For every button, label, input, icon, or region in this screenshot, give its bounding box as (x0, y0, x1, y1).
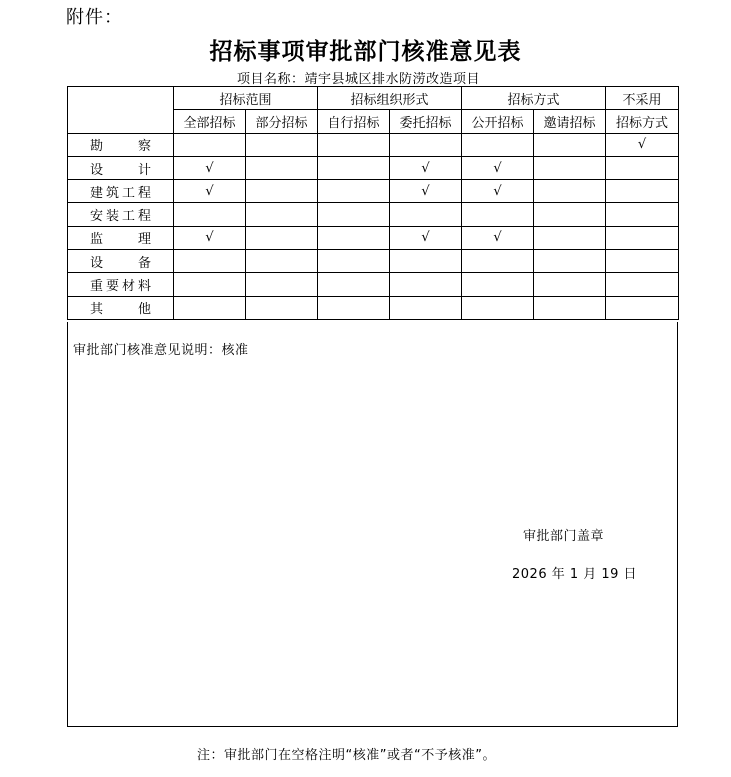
empty-cell (246, 226, 318, 249)
empty-cell (174, 273, 246, 296)
check-mark-cell: √ (174, 156, 246, 179)
table-row (68, 180, 679, 203)
table-row (68, 133, 679, 156)
empty-cell (174, 250, 246, 273)
attachment-label: 附件： (66, 7, 123, 28)
sub-header-cell: 公开招标 (462, 110, 534, 133)
table-row (68, 250, 679, 273)
table-row (68, 226, 679, 249)
empty-cell (174, 203, 246, 226)
empty-cell (318, 296, 390, 319)
footnote: 注：审批部门在空格注明“核准”或者“不予核准”。 (197, 748, 496, 763)
empty-cell (318, 203, 390, 226)
check-mark-cell: √ (606, 133, 679, 156)
table-row (68, 296, 679, 319)
empty-cell (606, 203, 679, 226)
empty-cell (246, 296, 318, 319)
empty-cell (606, 180, 679, 203)
empty-cell (390, 273, 462, 296)
document-title: 招标事项审批部门核准意见表 (209, 38, 522, 65)
table-row (68, 273, 679, 296)
empty-cell (606, 273, 679, 296)
empty-cell (246, 203, 318, 226)
table-row (68, 156, 679, 179)
empty-cell (462, 250, 534, 273)
empty-cell (390, 296, 462, 319)
row-label: 勘察 (68, 133, 174, 156)
empty-cell (534, 226, 606, 249)
empty-cell (246, 250, 318, 273)
row-label: 设备 (68, 250, 174, 273)
approval-date: 2026 年 1 月 19 日 (512, 567, 638, 582)
opinion-text: 审批部门核准意见说明：核准 (73, 343, 249, 358)
empty-cell (174, 296, 246, 319)
sub-header-cell: 委托招标 (390, 110, 462, 133)
row-label: 设计 (68, 156, 174, 179)
empty-cell (534, 203, 606, 226)
empty-cell (606, 156, 679, 179)
seal-label: 审批部门盖章 (523, 529, 605, 544)
group-header-method: 招标方式 (462, 87, 606, 110)
empty-cell (534, 156, 606, 179)
empty-cell (462, 133, 534, 156)
row-label: 监理 (68, 226, 174, 249)
check-mark-cell: √ (462, 156, 534, 179)
table-row (68, 203, 679, 226)
empty-cell (534, 250, 606, 273)
empty-cell (318, 250, 390, 273)
empty-cell (534, 296, 606, 319)
sub-header-cell: 全部招标 (174, 110, 246, 133)
empty-cell (462, 296, 534, 319)
empty-cell (246, 133, 318, 156)
group-header-organization: 招标组织形式 (318, 87, 462, 110)
group-header-scope: 招标范围 (174, 87, 318, 110)
check-mark-cell: √ (390, 226, 462, 249)
sub-header-cell: 邀请招标 (534, 110, 606, 133)
empty-cell (606, 226, 679, 249)
row-label: 重要材料 (68, 273, 174, 296)
empty-cell (174, 133, 246, 156)
approval-table (67, 86, 679, 320)
empty-cell (246, 273, 318, 296)
project-name: 项目名称：靖宇县城区排水防涝改造项目 (237, 72, 481, 87)
empty-cell (462, 273, 534, 296)
sub-header-cell: 部分招标 (246, 110, 318, 133)
empty-cell (318, 133, 390, 156)
empty-cell (318, 273, 390, 296)
empty-cell (318, 180, 390, 203)
empty-cell (246, 156, 318, 179)
empty-cell (534, 133, 606, 156)
empty-cell (606, 250, 679, 273)
empty-cell (246, 180, 318, 203)
empty-cell (390, 203, 462, 226)
empty-cell (534, 180, 606, 203)
sub-header-cell: 招标方式 (606, 110, 679, 133)
group-header-not-adopted: 不采用 (606, 87, 679, 110)
check-mark-cell: √ (174, 226, 246, 249)
check-mark-cell: √ (174, 180, 246, 203)
row-label: 其他 (68, 296, 174, 319)
corner-cell (68, 87, 174, 134)
row-label: 安装工程 (68, 203, 174, 226)
row-label: 建筑工程 (68, 180, 174, 203)
empty-cell (534, 273, 606, 296)
empty-cell (318, 156, 390, 179)
group-header-row (68, 87, 679, 110)
sub-header-cell: 自行招标 (318, 110, 390, 133)
empty-cell (390, 133, 462, 156)
check-mark-cell: √ (390, 156, 462, 179)
empty-cell (606, 296, 679, 319)
check-mark-cell: √ (462, 180, 534, 203)
empty-cell (462, 203, 534, 226)
opinion-box (67, 322, 678, 727)
check-mark-cell: √ (390, 180, 462, 203)
check-mark-cell: √ (462, 226, 534, 249)
empty-cell (318, 226, 390, 249)
empty-cell (390, 250, 462, 273)
